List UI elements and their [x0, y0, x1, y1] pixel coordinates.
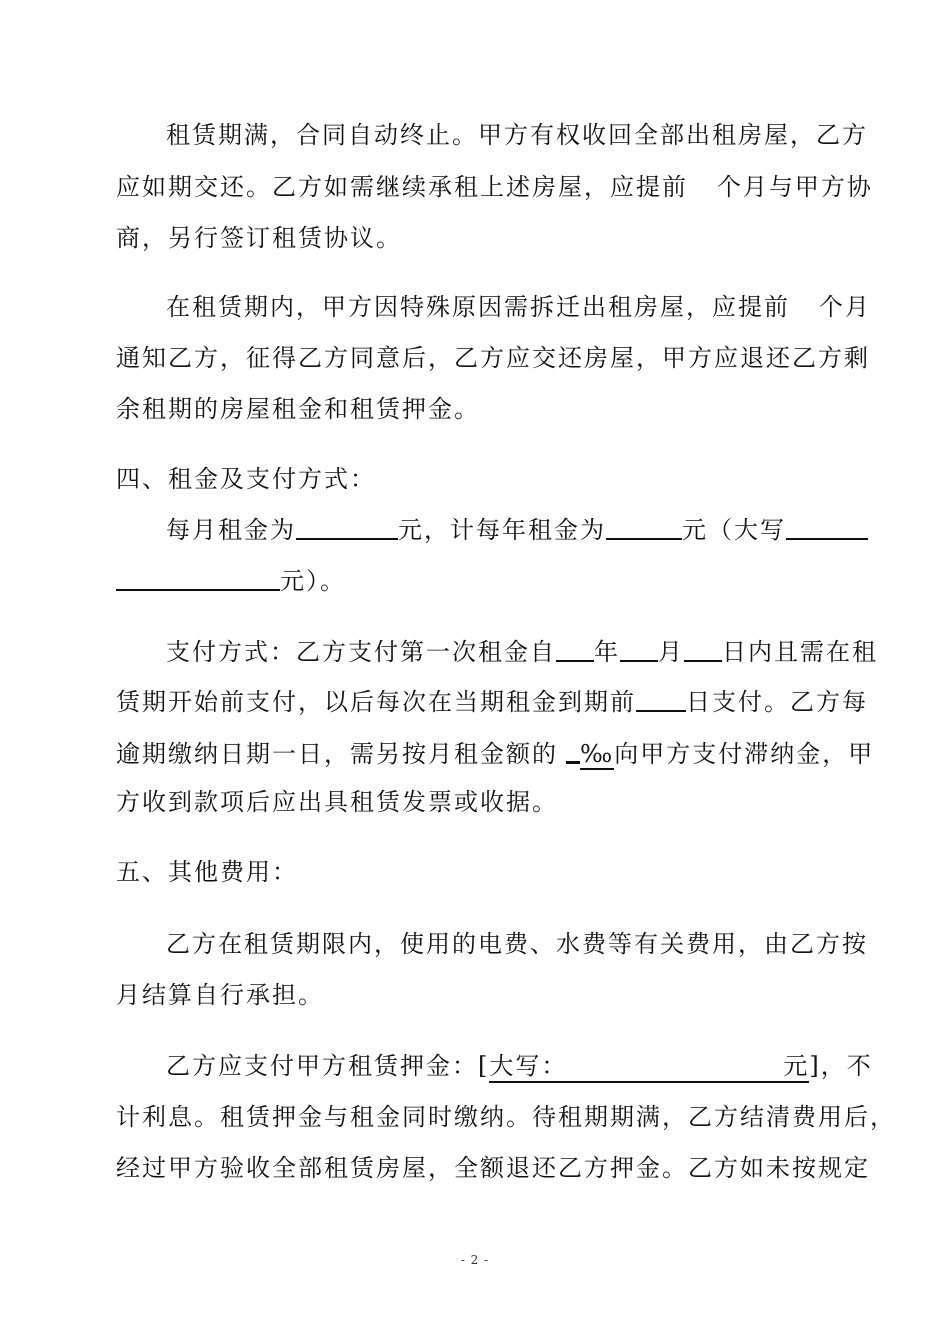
text-line: 方收到款项后应出具租赁发票或收据。 — [116, 788, 558, 816]
year-blank — [556, 636, 594, 662]
text-line: 商，另行签订租赁协议。 — [116, 224, 402, 252]
text-fragment: ]，不 — [809, 1052, 873, 1080]
deposit-line — [166, 1051, 873, 1081]
text-fragment: 日支付。乙方每 — [686, 688, 868, 716]
text-line: 乙方在租赁期限内，使用的电费、水费等有关费用，由乙方按 — [166, 930, 868, 958]
text-line: 月结算自行承担。 — [116, 981, 324, 1009]
yearly-rent-blank — [606, 514, 682, 540]
text-line: 计利息。租赁押金与租金同时缴纳。待租期期满，乙方结清费用后， — [116, 1103, 896, 1131]
penalty-rate-blank — [566, 737, 580, 764]
payment-line-2 — [116, 686, 868, 716]
rent-capital-blank-cont — [116, 565, 280, 591]
section-heading: 五、其他费用： — [116, 858, 298, 886]
text-fragment: 赁期开始前支付，以后每次在当期租金到期前 — [116, 688, 636, 716]
payment-line — [166, 636, 878, 666]
text-fragment: 元 — [783, 1052, 810, 1080]
deposit-amount-field — [489, 1051, 809, 1083]
section-heading: 四、租金及支付方式： — [116, 465, 376, 493]
text-fragment: 元）。 — [280, 567, 346, 595]
per-mille-sign: ‰ — [580, 740, 615, 768]
text-line: 通知乙方，征得乙方同意后，乙方应交还房屋，甲方应退还乙方剩 — [116, 344, 870, 372]
text-fragment: 支付方式：乙方支付第一次租金自 — [166, 638, 556, 666]
text-fragment: 元，计每年租金为 — [398, 516, 606, 544]
text-fragment: 年 — [594, 638, 620, 666]
text-fragment: 大写： — [489, 1052, 568, 1080]
text-fragment: 乙方应支付甲方租赁押金：[ — [166, 1052, 490, 1080]
month-blank — [620, 636, 658, 662]
text-line: 经过甲方验收全部租赁房屋，全额退还乙方押金。乙方如未按规定 — [116, 1154, 870, 1182]
text-fragment: 逾期缴纳日期一日，需另按月租金额的 — [116, 740, 558, 768]
text-fragment: 日内且需在租 — [722, 638, 878, 666]
payment-line-3 — [116, 737, 874, 767]
monthly-rent-blank — [296, 514, 398, 540]
rent-capital-blank — [786, 514, 868, 540]
text-line: 应如期交还。乙方如需继续承租上述房屋，应提前 个月与甲方协 — [116, 173, 873, 201]
rent-line-2 — [116, 565, 346, 595]
text-fragment: 向甲方支付滞纳金，甲 — [614, 740, 875, 768]
text-line: 租赁期满，合同自动终止。甲方有权收回全部出租房屋，乙方 — [166, 121, 868, 149]
text-fragment: 每月租金为 — [166, 516, 296, 544]
due-days-blank — [636, 686, 686, 712]
text-line: 在租赁期内，甲方因特殊原因需拆迁出租房屋，应提前 个月 — [166, 293, 871, 321]
text-fragment: 元（大写 — [682, 516, 786, 544]
day-blank — [684, 636, 722, 662]
page-number: - 2 - — [460, 1253, 490, 1267]
text-fragment: 月 — [658, 638, 684, 666]
text-line: 余租期的房屋租金和租赁押金。 — [116, 395, 480, 423]
rent-line — [166, 514, 868, 544]
